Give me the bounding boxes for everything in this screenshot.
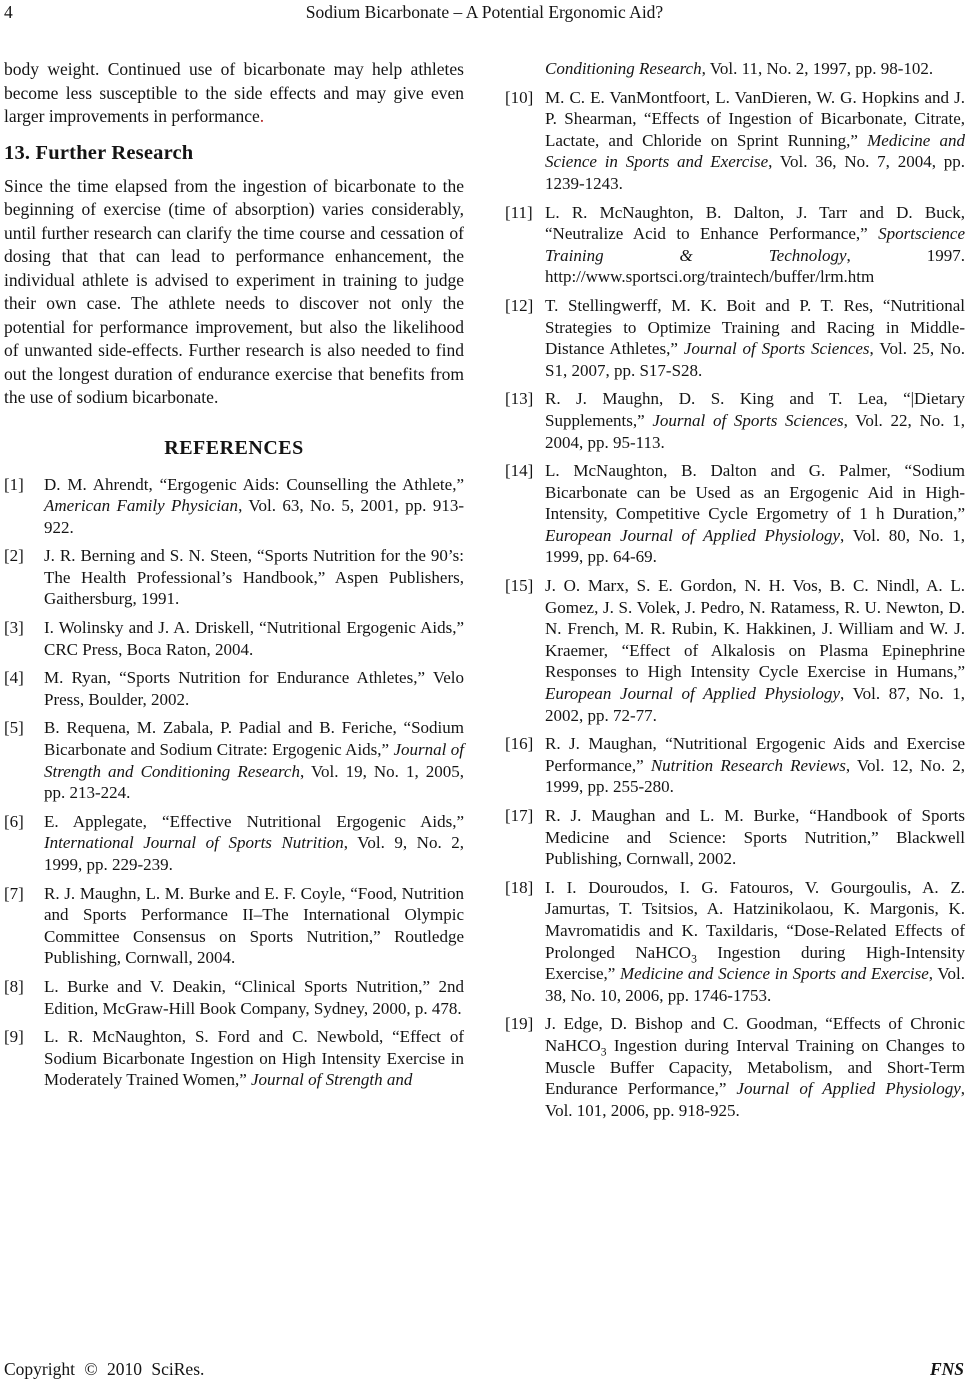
reference-text xyxy=(545,877,965,1007)
italic-text: Medicine and Science in Sports and Exercise xyxy=(545,130,966,172)
reference-text xyxy=(44,717,464,803)
reference-number: [3] xyxy=(4,618,24,638)
text-segment: R. J. Maughn, D. S. King and T. Lea, “|Dietary Supplements,” xyxy=(545,389,965,430)
text-segment: L. R. McNaughton, S. Ford and C. Newbold, “Effect of Sodium Bicarbonate Ingestion on High Intensity Exercise in Moderately Trained Women,” xyxy=(44,1027,464,1090)
section-paragraph: Since the time elapsed from the ingestion of bicarbonate to the beginning of exercise (time of absorption) varies considerably, until further research can clarify the time course and cessation of dosing that that can lead to performance enhancement, the individual athlete is advised to experiment in training to judge their own case. The athlete needs to discover not only the potential for performance improvement, but also the likelihood of unwanted side-effects. Further research is also needed to find out the longest duration of endurance exercise that benefits from the use of sodium bicarbonate. xyxy=(4,175,464,407)
text-segment: L. Burke and V. Deakin, “Clinical Sports Nutrition,” 2nd Edition, McGraw-Hill Book Company, Sydney, 2000, p. 478. xyxy=(44,976,464,1018)
reference-number: [16] xyxy=(505,734,534,754)
text-segment: , Vol. 38, No. 10, 2006, pp. 1746-1753. xyxy=(545,964,965,1005)
reference-5 xyxy=(4,717,464,803)
reference-text xyxy=(545,575,965,726)
reference-number: [17] xyxy=(505,806,534,825)
text-segment: R. J. Maughn, L. M. Burke and E. F. Coyle, “Food, Nutrition and Sports Performance II–The International Olympic Committee Consensus on Sports Nutrition,” Routledge Publishing, Cornwall, 2004. xyxy=(44,883,464,968)
text-segment: , Vol. 19, No. 1, 2005, pp. 213-224. xyxy=(44,761,464,803)
reference-text xyxy=(44,811,464,876)
text-segment: D. M. Ahrendt, “Ergogenic Aids: Counselling the Athlete,” xyxy=(44,474,464,494)
text-segment: , Vol. 22, No. 1, 2004, pp. 95-113. xyxy=(545,410,965,452)
reference-text xyxy=(545,87,965,195)
italic-text: International Journal of Sports Nutrition xyxy=(44,833,344,853)
reference-1 xyxy=(4,474,464,539)
reference-number: [14] xyxy=(505,461,534,481)
reference-3 xyxy=(4,617,464,660)
reference-number: [8] xyxy=(4,976,24,996)
italic-text: Journal of Sports Sciences xyxy=(652,410,844,430)
reference-4 xyxy=(4,667,464,710)
text-segment: , Vol. 63, No. 5, 2001, pp. 913-922. xyxy=(44,496,464,537)
reference-15 xyxy=(505,575,965,726)
reference-text xyxy=(44,883,464,969)
reference-number: [7] xyxy=(4,883,24,903)
text-segment: , Vol. 25, No. S1, 2007, pp. S17-S28. xyxy=(545,339,965,380)
reference-number: [19] xyxy=(505,1014,534,1034)
reference-17 xyxy=(505,805,965,870)
reference-2 xyxy=(4,545,464,610)
italic-text: Medicine and Science in Sports and Exercise xyxy=(620,964,929,984)
text-segment: R. J. Maughan, “Nutritional Ergogenic Aids and Exercise Performance,” xyxy=(545,734,965,775)
text-segment: , 1997. http://www.sportsci.org/traintech/buffer/lrm.htm xyxy=(545,245,965,287)
reference-text xyxy=(545,805,965,870)
reference-text xyxy=(44,976,464,1019)
text-segment: body weight. Continued use of bicarbonate may help athletes become less susceptible to the side effects and may give even larger improvements in performance xyxy=(4,59,464,126)
reference-text xyxy=(44,667,464,710)
reference-number: [10] xyxy=(505,87,534,107)
reference-number: [15] xyxy=(505,576,534,596)
reference-19 xyxy=(505,1013,965,1121)
reference-number: [13] xyxy=(505,389,534,409)
reference-12 xyxy=(505,295,965,381)
reference-text xyxy=(44,617,464,660)
text-segment: R. J. Maughan and L. M. Burke, “Handbook of Sports Medicine and Science: Sports Nutrition,” Blackwell Publishing, Cornwall, 2002. xyxy=(545,806,965,869)
text-segment: T. Stellingwerff, M. K. Boit and P. T. Res, “Nutritional Strategies to Optimize Training and Racing in Middle-Distance Athletes,” xyxy=(545,295,965,359)
italic-text: Journal of Applied Physiology xyxy=(736,1079,961,1099)
text-segment: L. McNaughton, B. Dalton and G. Palmer, “Sodium Bicarbonate can be Used as an Ergogenic Aid in High-Intensity, Competitive Cycle Ergometry of 1 h Duration,” xyxy=(545,461,965,524)
page-header xyxy=(4,2,965,22)
reference-16 xyxy=(505,733,965,798)
text-segment: , Vol. 87, No. 1, 2002, pp. 72-77. xyxy=(545,684,965,725)
page-number: 4 xyxy=(4,2,13,22)
reference-number: [4] xyxy=(4,668,24,688)
italic-text: Conditioning Research xyxy=(545,59,702,78)
reference-text xyxy=(44,474,464,539)
reference-number: [1] xyxy=(4,474,24,494)
reference-10 xyxy=(505,87,965,195)
text-segment: . xyxy=(259,106,265,126)
text-segment: J. O. Marx, S. E. Gordon, N. H. Vos, B. C. Nindl, A. L. Gomez, J. S. Volek, J. Pedro, N. Ratamess, R. U. Newton, D. N. French, M. R. Rubin, K. Hakkinen, J. William and W. J. Kraemer, “Effect of Alkalosis on Plasma Epinephrine Responses to High Intensity Cycle Exercise in Humans,” xyxy=(545,576,965,682)
italic-text: European Journal of Applied Physiology xyxy=(545,684,841,704)
subscript-text: 3 xyxy=(691,951,697,965)
reference-9 xyxy=(4,1026,464,1091)
text-segment: , Vol. 101, 2006, pp. 918-925. xyxy=(545,1079,965,1120)
reference-text xyxy=(545,202,965,288)
reference-7 xyxy=(4,883,464,969)
reference-text xyxy=(545,388,965,453)
two-column-body xyxy=(4,58,965,1128)
text-segment: , Vol. 9, No. 2, 1999, pp. 229-239. xyxy=(44,833,464,874)
italic-text: Sportscience Training & Technology xyxy=(545,224,965,265)
italic-text: Nutrition Research Reviews xyxy=(650,755,846,775)
italic-text: European Journal of Applied Physiology xyxy=(545,525,841,545)
reference-number: [6] xyxy=(4,811,24,831)
text-segment: , Vol. 36, No. 7, 2004, pp. 1239-1243. xyxy=(545,152,965,193)
reference-text xyxy=(545,460,965,568)
reference-number: [5] xyxy=(4,718,24,738)
italic-text: American Family Physician xyxy=(44,496,239,516)
right-column xyxy=(505,58,965,1128)
reference-8 xyxy=(4,976,464,1019)
journal-code: FNS xyxy=(929,1359,964,1379)
reference-text xyxy=(44,545,464,610)
text-segment: , Vol. 11, No. 2, 1997, pp. 98-102. xyxy=(701,59,934,78)
text-segment: I. I. Douroudos, I. G. Fatouros, V. Gourgoulis, A. Z. Jamurtas, T. Tsitsios, A. Hatzinikolaou, K. Margonis, K. Mavromatidis and K. Taxildaris, “Dose-Related Effects of Prolonged NaHCO xyxy=(545,877,965,962)
reference-13 xyxy=(505,388,965,453)
reference-text xyxy=(545,1013,965,1121)
references-list-right xyxy=(505,87,965,1122)
left-column xyxy=(4,58,464,1128)
text-segment: , Vol. 12, No. 2, 1999, pp. 255-280. xyxy=(545,755,966,797)
text-segment: J. Edge, D. Bishop and C. Goodman, “Effects of Chronic NaHCO xyxy=(545,1014,965,1055)
text-segment: Ingestion during High-Intensity Exercise,” xyxy=(545,942,965,984)
reference-continuation xyxy=(545,58,965,80)
text-segment: M. Ryan, “Sports Nutrition for Endurance Athletes,” Velo Press, Boulder, 2002. xyxy=(44,668,464,709)
running-title: Sodium Bicarbonate – A Potential Ergonomic Aid? xyxy=(305,2,664,22)
page-footer xyxy=(4,1359,964,1380)
subscript-text: 3 xyxy=(600,1045,607,1059)
copyright-text: Copyright © 2010 SciRes. xyxy=(4,1359,205,1379)
text-segment: M. C. E. VanMontfoort, L. VanDieren, W. G. Hopkins and J. P. Shearman, “Effects of Ingestion of Bicarbonate, Citrate, Lactate, and Chloride on Sprint Running,” xyxy=(545,87,965,150)
text-segment: I. Wolinsky and J. A. Driskell, “Nutritional Ergogenic Aids,” CRC Press, Boca Raton, 2004. xyxy=(44,618,464,659)
text-segment: Ingestion during Interval Training on Changes to Muscle Buffer Capacity, Metabolism, and Short-Term Endurance Performance,” xyxy=(545,1035,965,1099)
reference-text xyxy=(545,295,965,381)
references-heading: REFERENCES xyxy=(164,436,304,459)
reference-text xyxy=(44,1026,464,1091)
section-heading: 13. Further Research xyxy=(4,141,194,164)
reference-number: [18] xyxy=(505,877,534,897)
intro-paragraph xyxy=(4,58,464,129)
references-list-left xyxy=(4,474,464,1091)
italic-text: Journal of Strength and Conditioning Research xyxy=(44,740,464,781)
reference-11 xyxy=(505,202,965,288)
italic-text: Journal of Sports Sciences xyxy=(683,339,870,359)
reference-number: [12] xyxy=(505,295,534,315)
text-segment: L. R. McNaughton, B. Dalton, J. Tarr and D. Buck, “Neutralize Acid to Enhance Performance,” xyxy=(545,202,965,244)
reference-number: [11] xyxy=(505,202,533,222)
reference-number: [9] xyxy=(4,1027,24,1047)
reference-6 xyxy=(4,811,464,876)
reference-18 xyxy=(505,877,965,1007)
text-segment: E. Applegate, “Effective Nutritional Ergogenic Aids,” xyxy=(44,811,464,831)
reference-number: [2] xyxy=(4,546,24,566)
reference-14 xyxy=(505,460,965,568)
italic-text: Journal of Strength and xyxy=(251,1070,413,1090)
reference-text xyxy=(545,733,965,798)
text-segment: J. R. Berning and S. N. Steen, “Sports Nutrition for the 90’s: The Health Professional’s Handbook,” Aspen Publishers, Gaithersburg, 1991. xyxy=(44,546,464,609)
text-segment: B. Requena, M. Zabala, P. Padial and B. Feriche, “Sodium Bicarbonate and Sodium Citrate: Ergogenic Aids,” xyxy=(44,718,464,760)
text-segment: , Vol. 80, No. 1, 1999, pp. 64-69. xyxy=(545,525,965,567)
